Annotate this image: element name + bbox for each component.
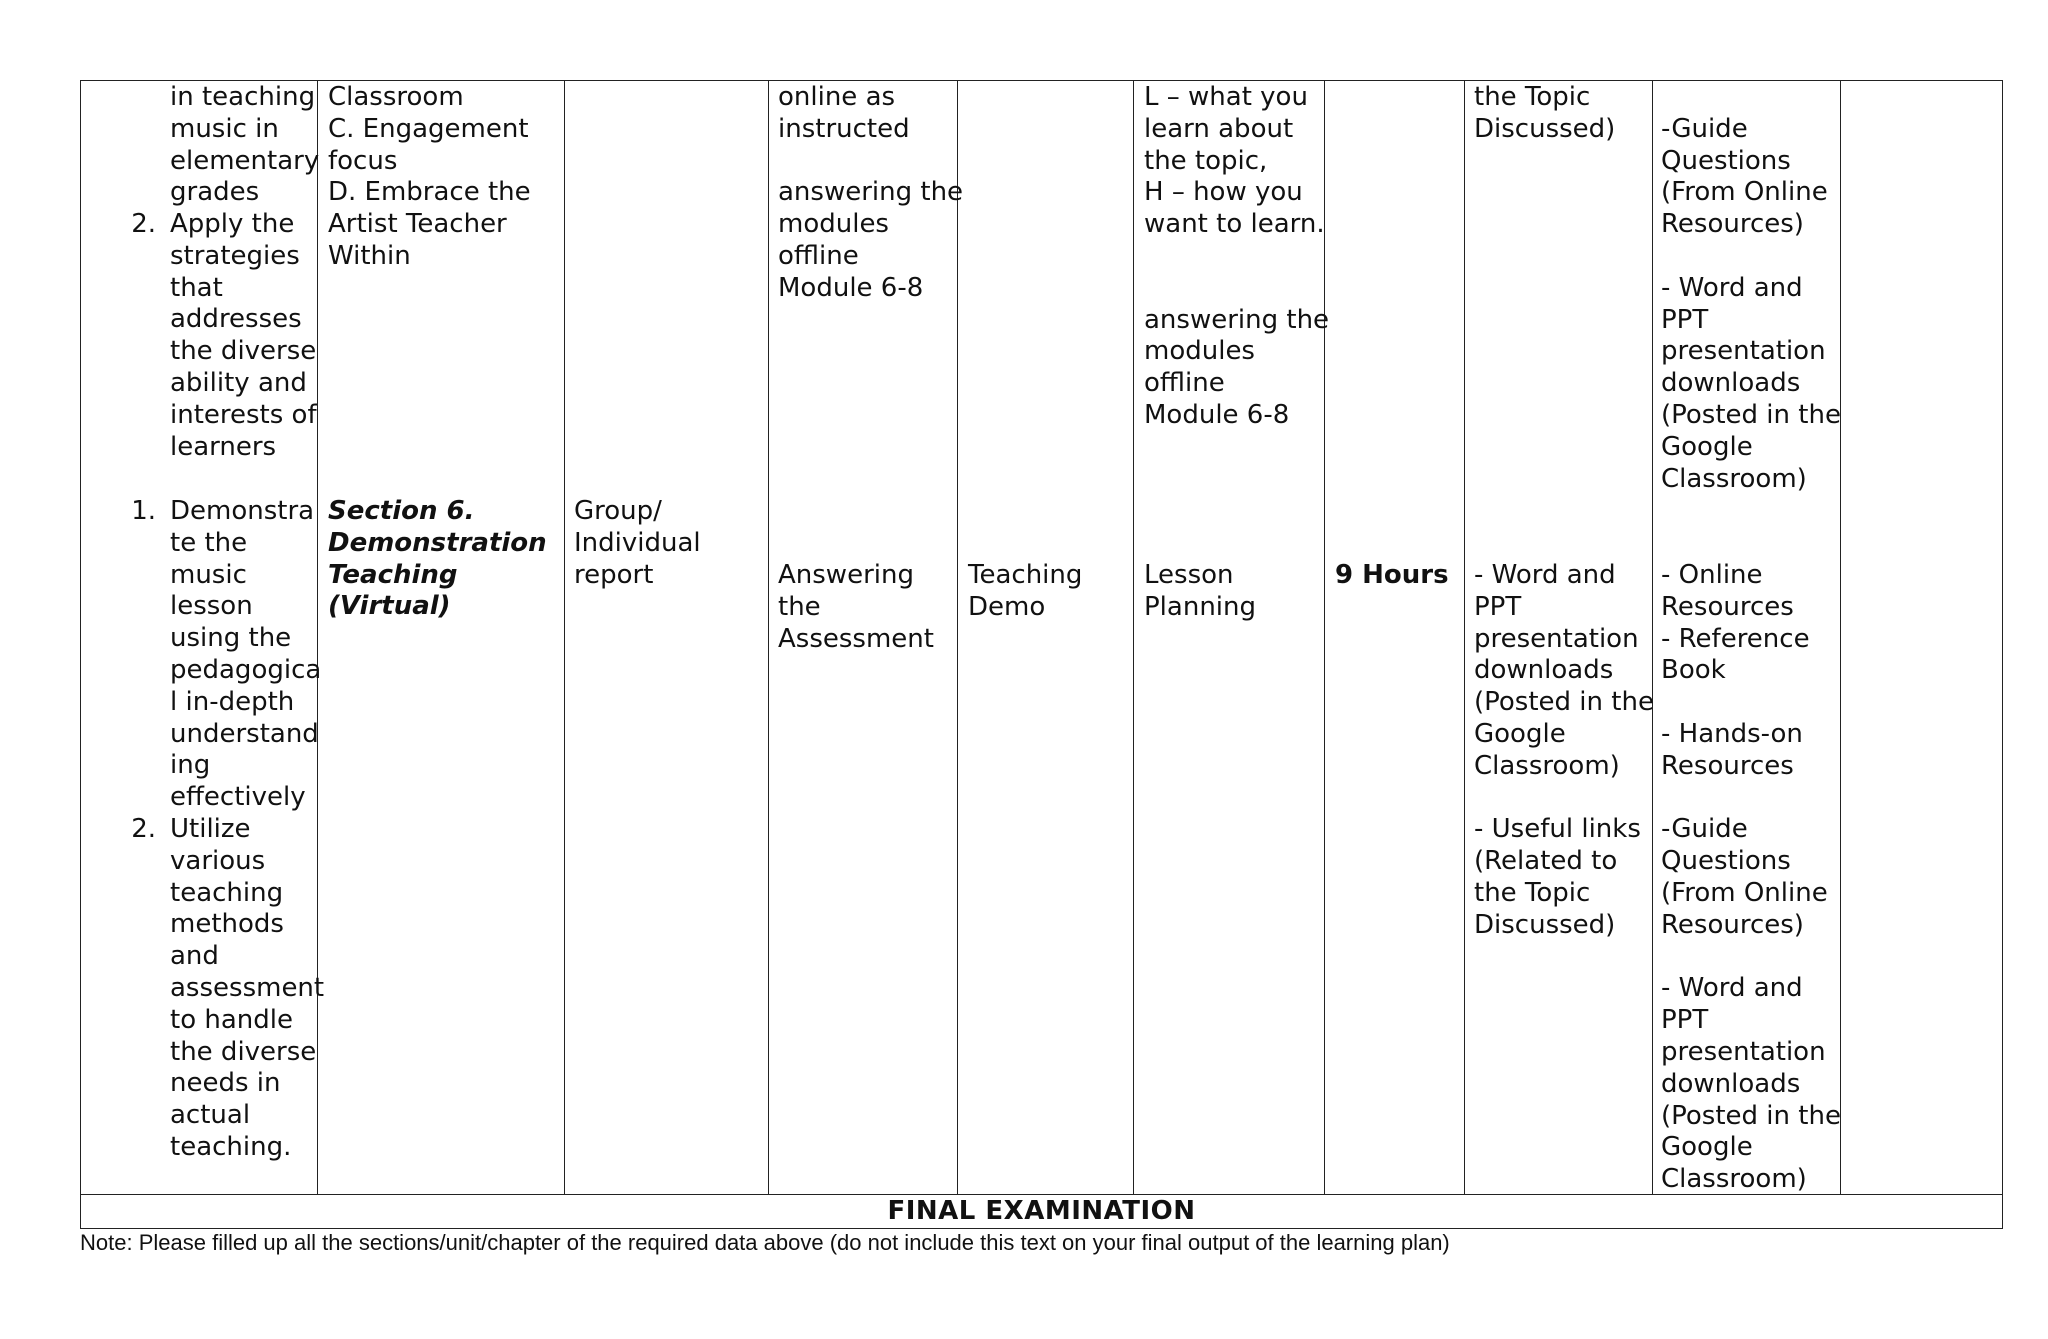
objective-text: Demonstra te the music lesson using the pedagogica l in-depth understand ing effectively xyxy=(170,496,322,813)
method-text: Group/ Individual report xyxy=(574,496,701,590)
final-examination-label: FINAL EXAMINATION xyxy=(887,1196,1196,1226)
time-allotment: 9 Hours xyxy=(1335,560,1449,590)
objective-number: 2. xyxy=(131,814,156,844)
objective-text: Utilize various teaching methods and assessment to handle the diverse needs in actual teaching. xyxy=(170,814,325,1162)
materials-continuation: -Guide Questions (From Online Resources) - Word and PPT presentation downloads (Posted in the Google Classroom) xyxy=(1661,113,1841,494)
objective-text: Apply the strategies that addresses the diverse ability and interests of learners xyxy=(170,209,317,462)
final-examination-row xyxy=(80,1195,2003,1229)
resources-text: - Word and PPT presentation downloads (Posted in the Google Classroom) - Useful links (Related to the Topic Discussed) xyxy=(1474,560,1654,940)
resources-continuation: the Topic Discussed) xyxy=(1474,82,1616,144)
section-title: Section 6. Demonstration Teaching (Virtual) xyxy=(328,496,547,622)
assessment-text: Lesson Planning xyxy=(1144,560,1256,622)
objective-number: 2. xyxy=(131,209,156,239)
column-divider xyxy=(1133,81,1134,1194)
footnote: Note: Please filled up all the sections/unit/chapter of the required data above (do not include this text on your final output of the learning plan) xyxy=(80,1230,1450,1255)
column-divider xyxy=(564,81,565,1194)
output-text: Teaching Demo xyxy=(968,560,1083,622)
activities-text: Answering the Assessment xyxy=(778,560,934,654)
objective-number: 1. xyxy=(131,496,156,526)
column-divider xyxy=(768,81,769,1194)
column-divider xyxy=(1464,81,1465,1194)
assessment-continuation: L – what you learn about the topic, H – how you want to learn. answering the modules offline Module 6-8 xyxy=(1144,82,1330,430)
materials-text: - Online Resources - Reference Book - Hands-on Resources -Guide Questions (From Online Resources) - Word and PPT presentation downloads (Posted in the Google Classroom) xyxy=(1661,560,1841,1195)
activities-continuation: online as instructed answering the modules offline Module 6-8 xyxy=(778,82,964,303)
topics-continuation: Classroom C. Engagement focus D. Embrace the Artist Teacher Within xyxy=(328,82,531,271)
objectives-continuation: in teaching music in elementary grades xyxy=(170,82,320,208)
